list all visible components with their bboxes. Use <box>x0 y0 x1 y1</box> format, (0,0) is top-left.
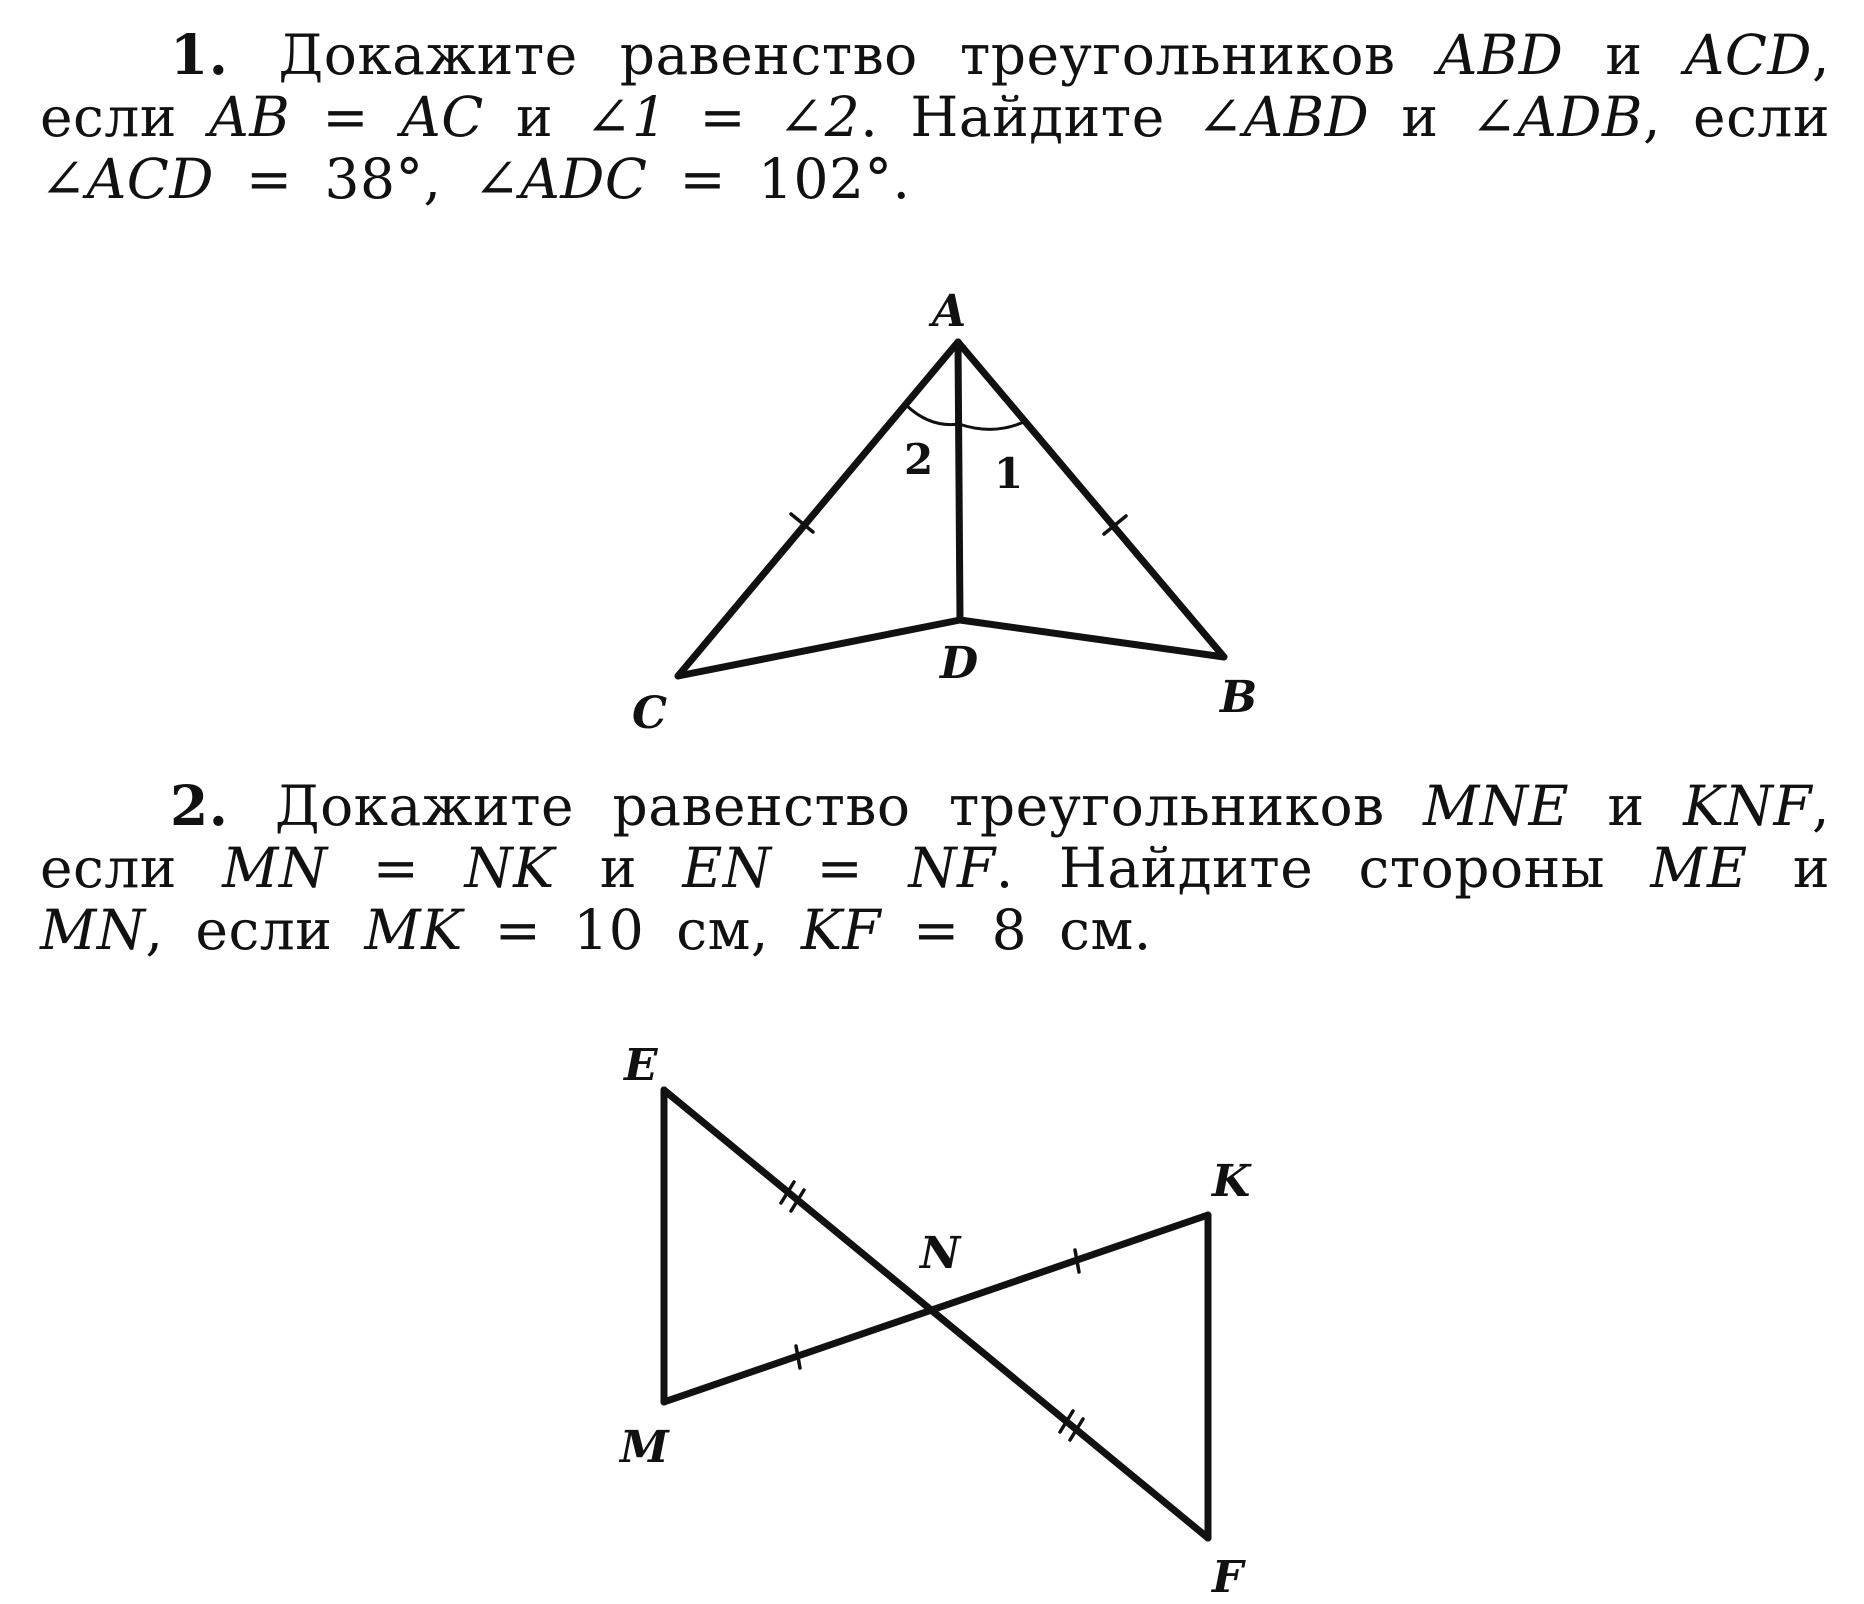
math-expression: ABD <box>1437 23 1564 87</box>
statement-text: = 102°. <box>647 147 911 211</box>
statement-text: = 10 см, <box>462 898 801 962</box>
segment-EF <box>664 1090 1208 1538</box>
math-expression: MNE <box>1423 774 1570 838</box>
point-label-D: D <box>940 638 979 689</box>
tick-mark-MN <box>796 1346 800 1368</box>
math-expression: ∠ACD <box>40 147 214 211</box>
statement-text: = 8 см. <box>881 898 1152 962</box>
statement-text: = 38°, <box>213 147 474 211</box>
angle-2-arc <box>906 405 959 425</box>
math-expression: NF <box>908 836 996 900</box>
point-label-A: A <box>932 286 967 337</box>
statement-text: Докажите равенство треугольников <box>278 23 1438 87</box>
math-expression: MN <box>40 898 146 962</box>
statement-text: = <box>771 836 909 900</box>
statement-text: = <box>327 836 465 900</box>
tick-mark-NK <box>1075 1250 1079 1272</box>
math-expression: ∠ADB <box>1470 85 1643 149</box>
math-expression: MN <box>222 836 328 900</box>
point-label-N: N <box>920 1228 961 1279</box>
statement-text: , если <box>40 774 1830 900</box>
angle-label-2: 2 <box>904 435 934 484</box>
statement-text: и <box>1747 836 1830 900</box>
statement-text: и <box>1563 23 1685 87</box>
math-expression: ∠ABD <box>1196 85 1370 149</box>
segment-AD <box>958 342 960 620</box>
problem-2-number: 2. <box>170 773 229 838</box>
statement-text: и <box>1369 85 1471 149</box>
math-expression: ∠ADC <box>473 147 648 211</box>
point-label-K: K <box>1212 1156 1251 1207</box>
point-label-B: B <box>1220 672 1258 723</box>
point-label-E: E <box>624 1040 658 1091</box>
statement-text: и <box>554 836 683 900</box>
math-expression: ∠1 = ∠2 <box>585 85 861 149</box>
statement-text: . Найдите <box>860 85 1197 149</box>
figure-2 <box>618 1040 1252 1603</box>
segment-AB <box>958 342 1224 657</box>
statement-text: . Найдите стороны <box>995 836 1651 900</box>
point-label-C: C <box>632 688 668 739</box>
math-expression: MK <box>364 898 463 962</box>
point-label-F: F <box>1212 1552 1244 1603</box>
angle-1-arc <box>959 421 1026 429</box>
math-expression: AC <box>401 85 484 149</box>
math-expression: AB <box>209 85 291 149</box>
statement-text: = <box>290 85 402 149</box>
math-expression: ME <box>1650 836 1748 900</box>
statement-text: , если <box>1642 85 1831 149</box>
statement-text: и <box>1569 774 1684 838</box>
math-expression: KNF <box>1683 774 1813 838</box>
math-expression: ACD <box>1684 23 1813 87</box>
statement-text: , если <box>40 23 1830 149</box>
statement-text: и <box>483 85 586 149</box>
segment-DB <box>960 620 1224 657</box>
statement-text: , если <box>145 898 365 962</box>
figure-1 <box>632 286 1257 739</box>
point-label-M: M <box>620 1422 669 1473</box>
problem-1-number: 1. <box>170 22 229 87</box>
math-expression: EN <box>682 836 772 900</box>
angle-label-1: 1 <box>994 449 1024 498</box>
math-expression: NK <box>464 836 555 900</box>
math-expression: KF <box>800 898 882 962</box>
statement-text: Докажите равенство треугольников <box>274 774 1423 838</box>
